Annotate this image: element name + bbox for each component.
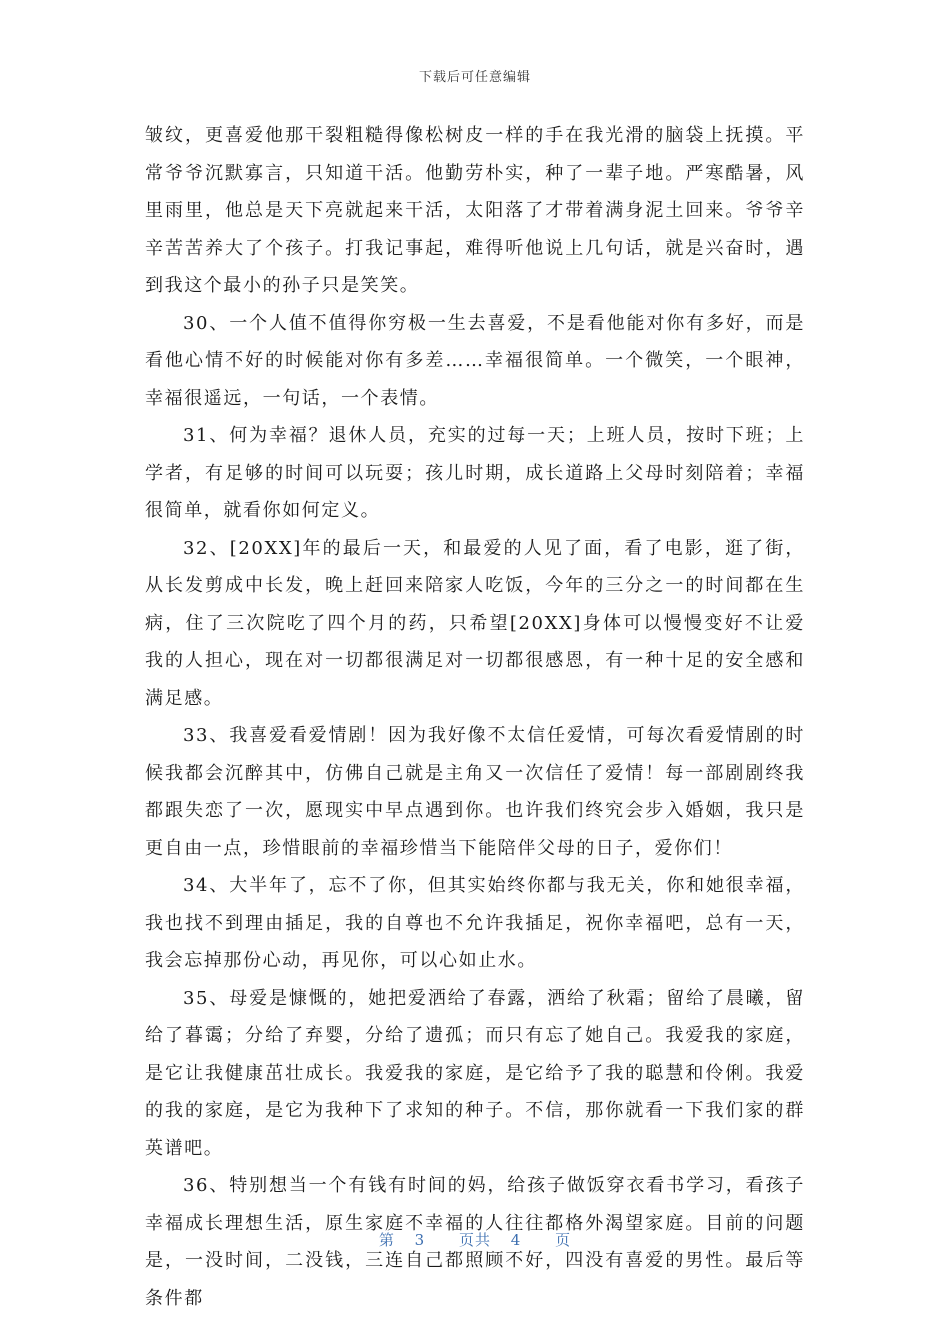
footer-middle: 页共 (458, 1231, 491, 1249)
paragraph: 36、特别想当一个有钱有时间的妈，给孩子做饭穿衣看书学习，看孩子幸福成长理想生活，原生家庭不幸福的人往往都格外渴望家庭。目前的问题是，一没时间，二没钱，三连自己都照顾不好，四没有喜爱的男性。最后等条件都 (145, 1175, 805, 1309)
header-text: 下载后可任意编辑 (418, 70, 531, 85)
footer-prefix: 第 (378, 1231, 395, 1249)
paragraph: 33、我喜爱看爱情剧！因为我好像不太信任爱情，可每次看爱情剧的时候我都会沉醉其中，仿佛自己就是主角又一次信任了爱情！每一部剧剧终我都跟失恋了一次，愿现实中早点遇到你。也许我们终究会步入婚姻，我只是更自由一点，珍惜眼前的幸福珍惜当下能陪伴父母的日子，爱你们！ (145, 725, 805, 859)
total-pages-number: 4 (510, 1231, 522, 1249)
paragraph: 31、何为幸福？退休人员，充实的过每一天；上班人员，按时下班；上学者，有足够的时间可以玩耍；孩儿时期，成长道路上父母时刻陪着；幸福很简单，就看你如何定义。 (145, 425, 805, 521)
paragraph: 35、母爱是慷慨的，她把爱洒给了春露，洒给了秋霜；留给了晨曦，留给了暮霭；分给了弃婴，分给了遗孤；而只有忘了她自己。我爱我的家庭，是它让我健康茁壮成长。我爱我的家庭，是它给予了我的聪慧和伶俐。我爱的我的家庭，是它为我种下了求知的种子。不信，那你就看一下我们家的群英谱吧。 (145, 987, 805, 1159)
footer-suffix: 页 (555, 1231, 572, 1249)
page-footer (0, 1229, 950, 1250)
paragraph: 34、大半年了，忘不了你，但其实始终你都与我无关，你和她很幸福，我也找不到理由插足，我的自尊也不允许我插足，祝你幸福吧，总有一天，我会忘掉那份心动，再见你，可以心如止水。 (145, 875, 805, 971)
paragraph: 皱纹，更喜爱他那干裂粗糙得像松树皮一样的手在我光滑的脑袋上抚摸。平常爷爷沉默寡言，只知道干活。他勤劳朴实，种了一辈子地。严寒酷暑，风里雨里，他总是天下亮就起来干活，太阳落了才带着满身泥土回来。爷爷辛辛苦苦养大了个孩子。打我记事起，难得听他说上几句话，就是兴奋时，遇到我这个最小的孙子只是笑笑。 (145, 125, 805, 296)
paragraph: 30、一个人值不值得你穷极一生去喜爱，不是看他能对你有多好，而是看他心情不好的时候能对你有多差……幸福很简单。一个微笑，一个眼神，幸福很遥远，一句话，一个表情。 (145, 312, 805, 409)
current-page-number: 3 (414, 1231, 426, 1249)
document-body (145, 117, 805, 1317)
paragraph: 32、[20XX]年的最后一天，和最爱的人见了面，看了电影，逛了街，从长发剪成中长发，晚上赶回来陪家人吃饭，今年的三分之一的时间都在生病，住了三次院吃了四个月的药，只希望[20XX]身体可以慢慢变好不让爱我的人担心，现在对一切都很满足对一切都很感恩，有一种十足的安全感和满足感。 (145, 537, 805, 709)
page-header (0, 66, 950, 85)
